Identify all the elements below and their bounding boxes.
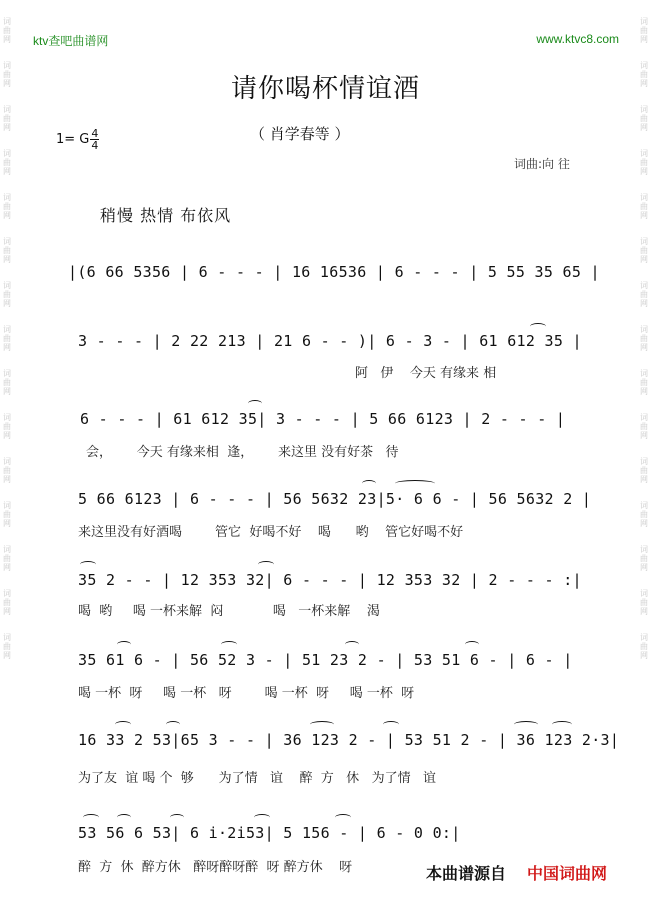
watermark-glyph: 词 bbox=[3, 369, 11, 378]
notation-line: 5 66 6123 | 6 - - - | 56 5632 23|5· 6 6 - | 56 5632 2 | bbox=[78, 490, 592, 508]
watermark-glyph: 曲 bbox=[640, 290, 648, 299]
source-site-link[interactable]: 中国词曲网 bbox=[527, 864, 608, 883]
watermark-group bbox=[640, 501, 648, 528]
watermark-group bbox=[640, 589, 648, 616]
watermark-glyph: 曲 bbox=[640, 510, 648, 519]
slur-mark bbox=[170, 814, 184, 821]
watermark-group bbox=[3, 413, 11, 440]
watermark-group bbox=[3, 369, 11, 396]
slur-mark bbox=[383, 721, 399, 728]
slur-mark bbox=[552, 721, 572, 728]
watermark-glyph: 曲 bbox=[640, 158, 648, 167]
watermark-glyph: 词 bbox=[3, 17, 11, 26]
watermark-glyph: 曲 bbox=[640, 334, 648, 343]
watermark-glyph: 曲 bbox=[3, 70, 11, 79]
watermark-group bbox=[640, 325, 648, 352]
watermark-glyph: 词 bbox=[640, 325, 648, 334]
watermark-glyph: 曲 bbox=[640, 202, 648, 211]
watermark-group bbox=[3, 501, 11, 528]
watermark-glyph: 网 bbox=[640, 123, 648, 132]
watermark-glyph: 网 bbox=[3, 607, 11, 616]
watermark-group bbox=[640, 413, 648, 440]
notation-line: 6 - - - | 61 612 35| 3 - - - | 5 66 6123 | 2 - - - | bbox=[80, 410, 566, 428]
lyricist-composer-credit: 词曲:向 往 bbox=[514, 157, 570, 171]
watermark-group bbox=[3, 105, 11, 132]
watermark-glyph: 曲 bbox=[3, 202, 11, 211]
watermark-glyph: 词 bbox=[640, 545, 648, 554]
lyric-line: 阿 伊 今天 有缘来 相 bbox=[355, 366, 497, 381]
lyric-line: 为了友 谊 喝 个 够 为了情 谊 醉 方 休 为了情 谊 bbox=[78, 771, 436, 786]
watermark-glyph: 曲 bbox=[640, 466, 648, 475]
watermark-group bbox=[3, 457, 11, 484]
notation-line: 35 61 6 - | 56 52 3 - | 51 23 2 - | 53 51 6 - | 6 - | bbox=[78, 651, 573, 669]
watermark-group bbox=[3, 325, 11, 352]
watermark-glyph: 曲 bbox=[640, 70, 648, 79]
watermark-right-column bbox=[637, 0, 651, 911]
watermark-glyph: 曲 bbox=[640, 598, 648, 607]
watermark-glyph: 曲 bbox=[3, 290, 11, 299]
watermark-glyph: 网 bbox=[3, 167, 11, 176]
watermark-glyph: 曲 bbox=[3, 598, 11, 607]
watermark-glyph: 曲 bbox=[3, 114, 11, 123]
watermark-glyph: 网 bbox=[640, 475, 648, 484]
key-signature bbox=[56, 128, 99, 151]
watermark-glyph: 网 bbox=[640, 299, 648, 308]
watermark-group bbox=[640, 237, 648, 264]
watermark-glyph: 网 bbox=[640, 519, 648, 528]
watermark-glyph: 词 bbox=[640, 633, 648, 642]
watermark-group bbox=[640, 281, 648, 308]
lyric-line: 醉 方 休 醉方休 醉呀醉呀醉 呀 醉方休 呀 bbox=[78, 860, 353, 875]
watermark-group bbox=[640, 149, 648, 176]
watermark-glyph: 词 bbox=[640, 457, 648, 466]
slur-mark bbox=[310, 721, 334, 728]
watermark-group bbox=[640, 193, 648, 220]
watermark-glyph: 网 bbox=[640, 651, 648, 660]
watermark-glyph: 曲 bbox=[3, 510, 11, 519]
slur-mark bbox=[345, 641, 359, 648]
watermark-glyph: 曲 bbox=[3, 554, 11, 563]
watermark-glyph: 曲 bbox=[3, 466, 11, 475]
watermark-glyph: 网 bbox=[3, 519, 11, 528]
watermark-glyph: 网 bbox=[640, 607, 648, 616]
watermark-glyph: 词 bbox=[640, 17, 648, 26]
watermark-glyph: 网 bbox=[3, 79, 11, 88]
lyric-line: 喝 一杯 呀 喝 一杯 呀 喝 一杯 呀 喝 一杯 呀 bbox=[78, 686, 415, 701]
watermark-group bbox=[3, 149, 11, 176]
notation-line: 53 56 6 53| 6 i·2i53| 5 156 - | 6 - 0 0:| bbox=[78, 824, 461, 842]
notation-line: |(6 66 5356 | 6 - - - | 16 16536 | 6 - - - | 5 55 35 65 | bbox=[68, 263, 600, 281]
slur-mark bbox=[115, 721, 131, 728]
watermark-glyph: 网 bbox=[3, 475, 11, 484]
watermark-glyph: 词 bbox=[3, 413, 11, 422]
watermark-glyph: 词 bbox=[3, 105, 11, 114]
watermark-glyph: 网 bbox=[640, 79, 648, 88]
key-label: 1= G bbox=[56, 132, 90, 147]
watermark-glyph: 网 bbox=[3, 651, 11, 660]
notation-line: 35 2 - - | 12 353 32| 6 - - - | 12 353 32 | 2 - - - :| bbox=[78, 571, 582, 589]
slur-mark bbox=[83, 814, 99, 821]
watermark-glyph: 词 bbox=[3, 501, 11, 510]
watermark-group bbox=[3, 589, 11, 616]
watermark-glyph: 曲 bbox=[640, 114, 648, 123]
watermark-glyph: 曲 bbox=[640, 422, 648, 431]
watermark-glyph: 词 bbox=[3, 281, 11, 290]
slur-mark bbox=[166, 721, 180, 728]
watermark-glyph: 曲 bbox=[640, 246, 648, 255]
watermark-group bbox=[3, 281, 11, 308]
watermark-glyph: 网 bbox=[3, 343, 11, 352]
site-url-right[interactable]: www.ktvc8.com bbox=[536, 32, 619, 46]
slur-mark bbox=[465, 641, 479, 648]
watermark-glyph: 词 bbox=[3, 545, 11, 554]
watermark-glyph: 词 bbox=[640, 61, 648, 70]
notation-line: 3 - - - | 2 22 213 | 21 6 - - )| 6 - 3 - | 61 612 35 | bbox=[78, 332, 582, 350]
watermark-glyph: 曲 bbox=[640, 26, 648, 35]
lyric-line: 来这里没有好酒喝 管它 好喝不好 喝 哟 管它好喝不好 bbox=[78, 525, 464, 540]
watermark-glyph: 网 bbox=[3, 35, 11, 44]
watermark-glyph: 词 bbox=[3, 589, 11, 598]
watermark-glyph: 曲 bbox=[3, 246, 11, 255]
time-signature-top: 4 bbox=[91, 127, 99, 140]
slur-mark bbox=[335, 814, 351, 821]
watermark-group bbox=[640, 545, 648, 572]
watermark-group bbox=[3, 17, 11, 44]
watermark-group bbox=[3, 237, 11, 264]
lyric-line: 喝 哟 喝 一杯来解 闷 喝 一杯来解 渴 bbox=[78, 604, 380, 619]
watermark-glyph: 网 bbox=[3, 123, 11, 132]
slur-mark bbox=[254, 814, 270, 821]
watermark-glyph: 网 bbox=[3, 299, 11, 308]
watermark-group bbox=[640, 17, 648, 44]
watermark-group bbox=[3, 193, 11, 220]
watermark-group bbox=[3, 545, 11, 572]
watermark-glyph: 词 bbox=[640, 237, 648, 246]
slur-mark bbox=[514, 721, 538, 728]
slur-mark bbox=[248, 400, 262, 407]
watermark-glyph: 曲 bbox=[640, 378, 648, 387]
watermark-glyph: 网 bbox=[640, 211, 648, 220]
watermark-glyph: 词 bbox=[640, 589, 648, 598]
watermark-group bbox=[640, 457, 648, 484]
slur-mark bbox=[80, 561, 96, 568]
watermark-glyph: 曲 bbox=[640, 642, 648, 651]
song-title: 请你喝杯情谊酒 bbox=[230, 74, 420, 104]
watermark-glyph: 网 bbox=[640, 431, 648, 440]
watermark-glyph: 词 bbox=[3, 457, 11, 466]
slur-mark bbox=[221, 641, 237, 648]
watermark-glyph: 词 bbox=[640, 501, 648, 510]
notation-line: 16 33 2 53|65 3 - - | 36 123 2 - | 53 51 2 - | 36 123 2·3| bbox=[78, 731, 620, 749]
watermark-glyph: 曲 bbox=[3, 378, 11, 387]
watermark-glyph: 曲 bbox=[3, 422, 11, 431]
watermark-glyph: 词 bbox=[640, 193, 648, 202]
watermark-glyph: 词 bbox=[3, 193, 11, 202]
watermark-glyph: 网 bbox=[640, 387, 648, 396]
watermark-glyph: 曲 bbox=[640, 554, 648, 563]
watermark-glyph: 网 bbox=[640, 167, 648, 176]
watermark-glyph: 词 bbox=[640, 149, 648, 158]
watermark-glyph: 网 bbox=[3, 211, 11, 220]
watermark-group bbox=[640, 369, 648, 396]
source-label: 本曲谱源自 bbox=[426, 864, 507, 883]
slur-mark bbox=[258, 561, 274, 568]
watermark-glyph: 词 bbox=[3, 61, 11, 70]
time-signature-bottom: 4 bbox=[91, 139, 99, 152]
watermark-glyph: 网 bbox=[3, 387, 11, 396]
slur-mark bbox=[117, 641, 131, 648]
slur-mark bbox=[117, 814, 131, 821]
watermark-glyph: 网 bbox=[3, 563, 11, 572]
tempo-marking: 稍慢 热情 布依风 bbox=[100, 206, 232, 225]
watermark-glyph: 词 bbox=[3, 149, 11, 158]
time-signature bbox=[90, 128, 99, 151]
watermark-group bbox=[640, 105, 648, 132]
site-name-left[interactable]: ktv查吧曲谱网 bbox=[33, 34, 109, 48]
watermark-glyph: 词 bbox=[3, 633, 11, 642]
watermark-glyph: 词 bbox=[640, 281, 648, 290]
watermark-glyph: 网 bbox=[3, 431, 11, 440]
watermark-glyph: 网 bbox=[640, 35, 648, 44]
watermark-glyph: 曲 bbox=[3, 158, 11, 167]
watermark-group bbox=[3, 633, 11, 660]
watermark-glyph: 词 bbox=[640, 105, 648, 114]
slur-mark bbox=[395, 480, 435, 487]
watermark-glyph: 词 bbox=[640, 413, 648, 422]
watermark-left-column bbox=[0, 0, 14, 911]
watermark-group bbox=[640, 633, 648, 660]
watermark-glyph: 网 bbox=[3, 255, 11, 264]
watermark-glyph: 网 bbox=[640, 563, 648, 572]
watermark-glyph: 曲 bbox=[3, 26, 11, 35]
singer-credit: （ 肖学春等 ） bbox=[250, 125, 350, 143]
watermark-glyph: 曲 bbox=[3, 642, 11, 651]
slur-mark bbox=[362, 480, 376, 487]
watermark-glyph: 词 bbox=[640, 369, 648, 378]
watermark-glyph: 曲 bbox=[3, 334, 11, 343]
watermark-glyph: 网 bbox=[640, 343, 648, 352]
watermark-glyph: 网 bbox=[640, 255, 648, 264]
lyric-line: 会， 今天 有缘来相 逢， 来这里 没有好茶 待 bbox=[86, 445, 399, 460]
watermark-glyph: 词 bbox=[3, 237, 11, 246]
slur-mark bbox=[530, 323, 546, 330]
watermark-glyph: 词 bbox=[3, 325, 11, 334]
